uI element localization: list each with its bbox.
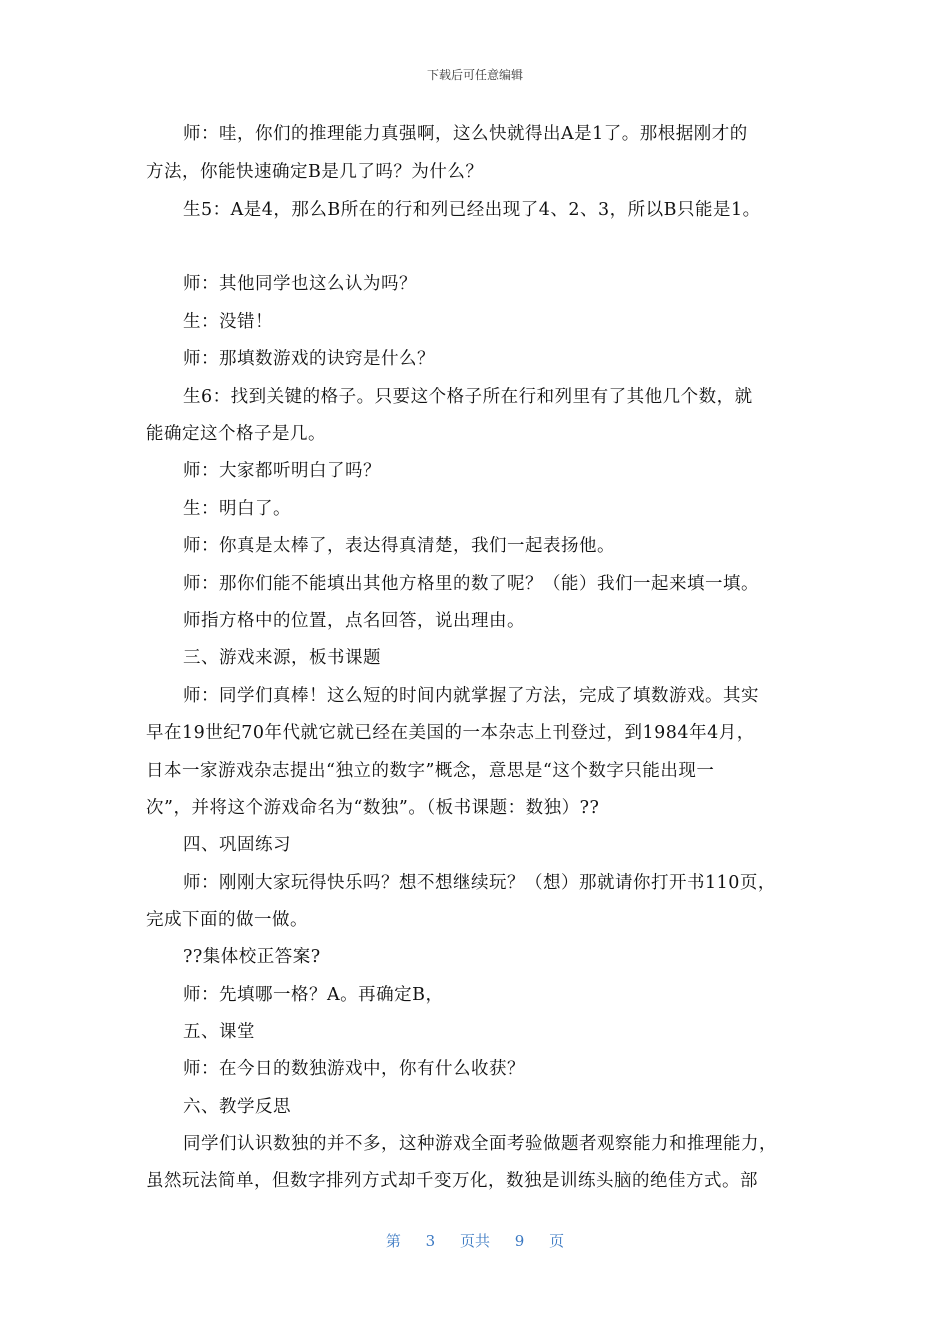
footer-page-number: 3 <box>425 1232 436 1250</box>
paragraph-line: 师：在今日的数独游戏中，你有什么收获？ <box>183 1059 525 1079</box>
paragraph-line: 师：那填数游戏的诀窍是什么？ <box>183 349 435 369</box>
paragraph-line: 次”，并将这个游戏命名为“数独”。（板书课题：数独）?? <box>146 798 600 818</box>
paragraph-line: 生6：找到关键的格子。只要这个格子所在行和列里有了其他几个数，就 <box>183 387 753 407</box>
section-heading: 三、游戏来源，板书课题 <box>183 648 381 668</box>
paragraph-line: 虽然玩法简单，但数字排列方式却千变万化，数独是训练头脑的绝佳方式。部 <box>146 1171 758 1191</box>
paragraph-line: 同学们认识数独的并不多，这种游戏全面考验做题者观察能力和推理能力， <box>183 1134 777 1154</box>
paragraph-line: 完成下面的做一做。 <box>146 910 308 930</box>
paragraph-line: 师：同学们真棒！这么短的时间内就掌握了方法，完成了填数游戏。其实 <box>183 686 759 706</box>
paragraph-line: 生5：A是4，那么B所在的行和列已经出现了4、2、3，所以B只能是1。 <box>183 200 761 220</box>
paragraph-line: 能确定这个格子是几。 <box>146 424 326 444</box>
page-footer <box>0 1230 950 1251</box>
footer-prefix: 第 <box>385 1232 401 1250</box>
paragraph-line: 生：明白了。 <box>183 499 291 519</box>
section-heading: 五、课堂 <box>183 1022 255 1042</box>
footer-total-pages: 9 <box>514 1232 525 1250</box>
paragraph-line: 日本一家游戏杂志提出“独立的数字”概念，意思是“这个数字只能出现一 <box>146 761 715 781</box>
paragraph-line: 师：你真是太棒了，表达得真清楚，我们一起表扬他。 <box>183 536 615 556</box>
footer-middle: 页共 <box>459 1232 490 1250</box>
paragraph-line: 早在19世纪70年代就它就已经在美国的一本杂志上刊登过，到1984年4月， <box>146 723 755 743</box>
paragraph-line: 生：没错！ <box>183 312 273 332</box>
section-heading: 四、巩固练习 <box>183 835 291 855</box>
paragraph-line: 师：哇，你们的推理能力真强啊，这么快就得出A是1了。那根据刚才的 <box>183 124 748 144</box>
paragraph-line: ??集体校正答案? <box>183 947 321 967</box>
section-heading: 六、教学反思 <box>183 1097 291 1117</box>
paragraph-line: 师：刚刚大家玩得快乐吗？想不想继续玩？（想）那就请你打开书110页， <box>183 873 776 893</box>
paragraph-line: 师：先填哪一格？A。再确定B， <box>183 985 444 1005</box>
footer-suffix: 页 <box>549 1232 565 1250</box>
page-header: 下载后可任意编辑 <box>426 68 523 82</box>
paragraph-line: 师指方格中的位置，点名回答，说出理由。 <box>183 611 525 631</box>
paragraph-line: 方法，你能快速确定B是几了吗？为什么？ <box>146 162 484 182</box>
paragraph-line: 师：大家都听明白了吗？ <box>183 461 381 481</box>
paragraph-line: 师：那你们能不能填出其他方格里的数了呢？（能）我们一起来填一填。 <box>183 574 759 594</box>
paragraph-line: 师：其他同学也这么认为吗？ <box>183 274 417 294</box>
